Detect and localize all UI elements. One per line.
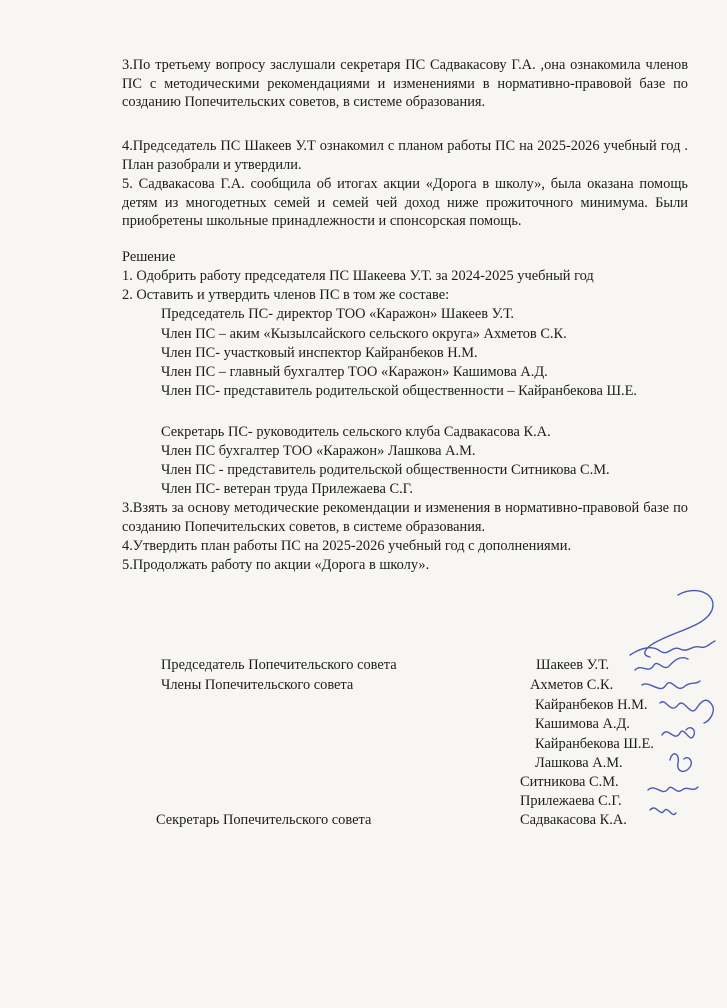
signature-stroke — [650, 808, 676, 815]
signature-stroke — [660, 700, 713, 723]
members-label: Члены Попечительского совета — [161, 677, 354, 693]
signatory-name: Кайранбеков Н.М. — [535, 697, 648, 713]
signatory-name: Прилежаева С.Г. — [520, 793, 622, 809]
decision-item-2: 2. Оставить и утвердить членов ПС в том же составе: — [122, 287, 450, 303]
member-line: Член ПС бухгалтер ТОО «Каражон» Лашкова А.М. — [161, 443, 476, 459]
signature-stroke — [630, 641, 715, 655]
member-line: Член ПС- ветеран труда Прилежаева С.Г. — [161, 481, 413, 497]
signatory-name: Ситникова С.М. — [520, 774, 619, 790]
signatory-name: Кашимова А.Д. — [535, 716, 630, 732]
paragraph-4: 4.Председатель ПС Шакеев У.Т ознакомил с планом работы ПС на 2025-2026 учебный год . План разобрали и утвердили. — [122, 138, 688, 173]
signature-stroke — [670, 754, 691, 772]
handwritten-signatures — [600, 585, 727, 835]
paragraph-5: 5. Садвакасова Г.А. сообщила об итогах акции «Дорога в школу», была оказана помощь детям из многодетных семей и семей чей доход ниже прожиточного минимума. Были приобретены школьные принадлежности и спонсорская помощь. — [122, 176, 688, 230]
signature-stroke — [648, 787, 698, 792]
signatory-name: Кайранбекова Ш.Е. — [535, 736, 654, 752]
signatory-name: Лашкова А.М. — [535, 755, 623, 771]
secretary-label: Секретарь Попечительского совета — [156, 812, 372, 828]
decision-item-4: 4.Утвердить план работы ПС на 2025-2026 учебный год с дополнениями. — [122, 538, 572, 554]
member-line: Член ПС- представитель родительской общественности – Кайранбекова Ш.Е. — [161, 383, 638, 399]
member-line: Член ПС – аким «Кызылсайского сельского округа» Ахметов С.К. — [161, 326, 567, 342]
signatory-name: Садвакасова К.А. — [520, 812, 627, 828]
signature-stroke — [662, 728, 694, 738]
signature-stroke — [635, 658, 688, 670]
member-line: Член ПС- участковый инспектор Кайранбеков Н.М. — [161, 345, 478, 361]
chair-label: Председатель Попечительского совета — [161, 657, 397, 673]
decision-heading: Решение — [122, 249, 176, 265]
decision-item-1: 1. Одобрить работу председателя ПС Шакеева У.Т. за 2024-2025 учебный год — [122, 268, 594, 284]
member-line: Член ПС – главный бухгалтер ТОО «Каражон» Кашимова А.Д. — [161, 364, 548, 380]
paragraph-3: 3.По третьему вопросу заслушали секретаря ПС Садвакасову Г.А. ,она ознакомила членов ПС с методическими рекомендациями и изменениями в нормативно-правовой базе по созданию Попечительских советов, в системе образования. — [122, 57, 688, 111]
decision-item-5: 5.Продолжать работу по акции «Дорога в школу». — [122, 557, 430, 573]
decision-item-3: 3.Взять за основу методические рекомендации и изменения в нормативно-правовой базе по созданию Попечительских советов, в системе образования. — [122, 500, 688, 535]
member-line: Член ПС - представитель родительской общественности Ситникова С.М. — [161, 462, 610, 478]
signatory-name: Ахметов С.К. — [530, 677, 614, 693]
signature-stroke — [642, 681, 700, 689]
signatory-name: Шакеев У.Т. — [536, 657, 610, 673]
member-line: Председатель ПС- директор ТОО «Каражон» Шакеев У.Т. — [161, 306, 515, 322]
member-line: Секретарь ПС- руководитель сельского клуба Садвакасова К.А. — [161, 424, 551, 440]
